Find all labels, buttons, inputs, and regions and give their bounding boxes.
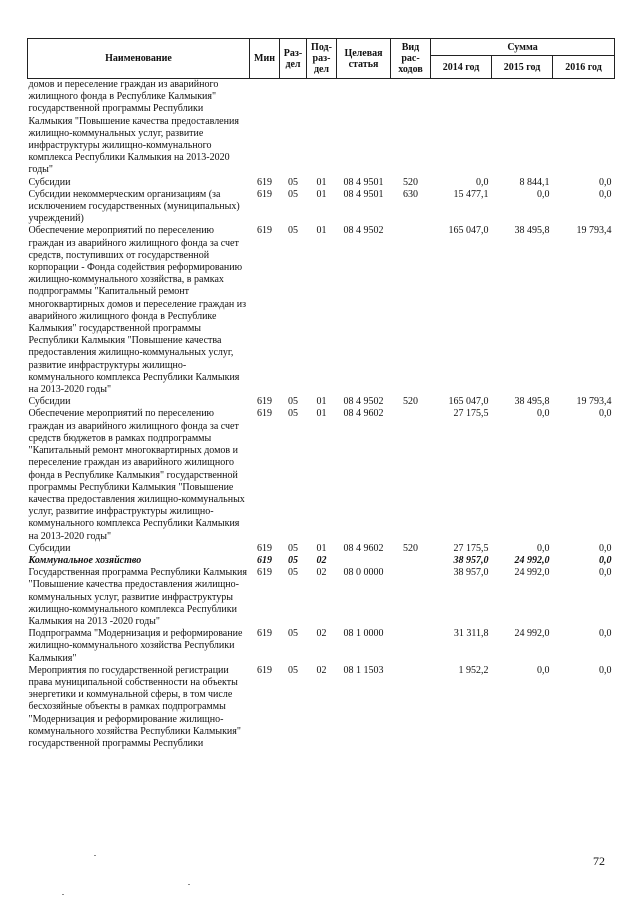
row-sum-2014: 165 047,0 <box>448 396 489 408</box>
row-section: 05 <box>288 225 298 237</box>
row-target-article: 08 4 9501 <box>343 188 384 200</box>
row-sum-2016: 0,0 <box>599 664 612 676</box>
row-name: Субсидии некоммерческим организациям (за исключением государственных (муниципальных) учреждений) <box>28 188 240 225</box>
scan-speck <box>94 855 96 856</box>
row-ministry: 619 <box>257 396 272 408</box>
row-ministry: 619 <box>257 188 272 200</box>
row-subsection: 01 <box>316 408 327 420</box>
row-sum-2014: 15 477,1 <box>453 188 489 200</box>
row-name: Обеспечение мероприятий по переселению граждан из аварийного жилищного фонда за счет средств, поступивших от государственной корпорации - Фонда содействия реформированию жилищно-коммунального хозяйства, в рамках подпрограммы "Капитальный ремонт многоквартирных домов и переселение граждан из аварийного жилищного фонда в Республике Калмыкия" государственной программы Республики Калмыкия "Повышение качества предоставления жилищно-коммунальных услуг, развитие инфраструктуры жилищно-коммунального комплекса Республики Калмыкия на 2013-2020 годы" <box>28 225 247 396</box>
row-sum-2016: 0,0 <box>599 188 612 200</box>
table-header <box>28 39 615 79</box>
header-podrazdel: Под- раз- дел <box>307 39 337 79</box>
row-sum-2015: 24 992,0 <box>514 567 550 579</box>
row-target-article: 08 1 0000 <box>343 628 384 640</box>
row-sum-2016 <box>553 79 615 177</box>
row-sum-2015: 0,0 <box>537 664 550 676</box>
row-expense-type: 630 <box>403 188 418 200</box>
row-sum-2016: 19 793,4 <box>576 225 612 237</box>
row-expense-type <box>391 665 431 750</box>
row-name: Государственная программа Республики Калмыкия "Повышение качества предоставления жилищно-коммунальных услуг, развитие инфраструктуры жилищно-коммунального комплекса Республики Калмыкия на 2013 -2020 годы" <box>28 567 248 627</box>
row-ministry: 619 <box>257 176 272 188</box>
row-expense-type <box>391 225 431 396</box>
row-sum-2015: 0,0 <box>537 408 550 420</box>
row-section: 05 <box>288 396 298 408</box>
row-subsection: 01 <box>316 176 327 188</box>
row-expense-type: 520 <box>403 396 418 408</box>
row-expense-type <box>391 79 431 177</box>
table-body <box>28 79 615 751</box>
row-section: 05 <box>288 628 298 640</box>
row-name: Мероприятия по государственной регистрации права муниципальной собственности на объекты энергетики и коммунальной сферы, в том числе бесхозяйные объекты в рамках подпрограммы "Модернизация и реформирование жилищно-коммунального хозяйства Республики Калмыкия" государственной программы Республики <box>28 664 241 749</box>
row-subsection: 02 <box>316 628 327 640</box>
header-expense-type: Вид рас- ходов <box>391 39 431 79</box>
row-subsection: 01 <box>316 188 327 200</box>
header-year-2014: 2014 год <box>431 56 492 79</box>
header-name: Наименование <box>28 39 250 79</box>
row-section <box>280 79 307 177</box>
row-ministry <box>250 79 280 177</box>
row-ministry: 619 <box>257 554 272 566</box>
row-subsection: 01 <box>316 542 327 554</box>
row-ministry: 619 <box>257 408 272 420</box>
row-target-article: 08 4 9502 <box>343 225 384 237</box>
row-sum-2016: 0,0 <box>599 176 612 188</box>
row-sum-2014: 27 175,5 <box>453 408 489 420</box>
row-expense-type: 520 <box>403 176 418 188</box>
table-row <box>28 396 615 408</box>
row-expense-type <box>391 555 431 567</box>
row-subsection <box>307 79 337 177</box>
row-name: Субсидии <box>28 176 71 188</box>
row-section: 05 <box>288 554 298 566</box>
header-razdel: Раз- дел <box>280 39 307 79</box>
row-target-article: 08 4 9602 <box>343 542 384 554</box>
row-sum-2016: 0,0 <box>599 554 612 566</box>
row-target-article: 08 1 1503 <box>343 664 384 676</box>
row-ministry: 619 <box>257 664 272 676</box>
scan-speck <box>188 884 190 885</box>
row-sum-2016: 0,0 <box>599 408 612 420</box>
row-section: 05 <box>288 567 298 579</box>
row-name: Субсидии <box>28 396 71 408</box>
row-target-article: 08 4 9502 <box>343 396 384 408</box>
header-sum: Сумма <box>431 39 615 56</box>
row-sum-2016: 0,0 <box>599 628 612 640</box>
row-name: Обеспечение мероприятий по переселению граждан из аварийного жилищного фонда за счет средств бюджетов в рамках подпрограммы "Капитальный ремонт многоквартирных домов и переселение граждан из аварийного жилищного фонда в Республике Калмыкия" государственной программы Республики Калмыкия "Повышение качества предоставления жилищно-коммунальных услуг, развитие инфраструктуры жилищно-коммунального комплекса Республики Калмыкия на 2013-2020 годы" <box>28 408 245 542</box>
row-sum-2015: 38 495,8 <box>514 225 550 237</box>
header-year-2015: 2015 год <box>492 56 553 79</box>
row-section: 05 <box>288 176 298 188</box>
row-sum-2015: 8 844,1 <box>519 176 550 188</box>
row-subsection: 01 <box>316 396 327 408</box>
table-row <box>28 628 615 665</box>
row-sum-2014: 1 952,2 <box>458 664 489 676</box>
row-sum-2014: 31 311,8 <box>453 628 489 640</box>
row-name: Подпрограмма "Модернизация и реформирование жилищно-коммунального хозяйства Республики Калмыкия" <box>28 628 243 664</box>
row-ministry: 619 <box>257 542 272 554</box>
budget-table <box>27 38 615 750</box>
page-number: 72 <box>593 854 605 868</box>
table-row <box>28 567 615 628</box>
row-subsection: 01 <box>316 225 327 237</box>
row-sum-2015: 0,0 <box>537 542 550 554</box>
row-sum-2014: 0,0 <box>476 176 489 188</box>
header-target-article: Целевая статья <box>337 39 391 79</box>
table-row <box>28 189 615 226</box>
row-sum-2014 <box>431 79 492 177</box>
row-expense-type: 520 <box>403 542 418 554</box>
row-section: 05 <box>288 664 298 676</box>
row-subsection: 02 <box>316 664 327 676</box>
row-sum-2014: 38 957,0 <box>453 567 489 579</box>
row-target-article <box>337 555 391 567</box>
row-sum-2014: 165 047,0 <box>448 225 489 237</box>
header-min: Мин <box>250 39 280 79</box>
row-ministry: 619 <box>257 628 272 640</box>
table-row <box>28 555 615 567</box>
table-row <box>28 177 615 189</box>
row-ministry: 619 <box>257 225 272 237</box>
header-year-2016: 2016 год <box>553 56 615 79</box>
row-expense-type <box>391 567 431 628</box>
table-row <box>28 665 615 750</box>
row-sum-2015: 24 992,0 <box>514 628 550 640</box>
row-subsection: 02 <box>316 554 327 566</box>
row-subsection: 02 <box>316 567 327 579</box>
row-sum-2015 <box>492 79 553 177</box>
row-sum-2016: 0,0 <box>599 542 612 554</box>
row-name: Коммунальное хозяйство <box>28 554 142 566</box>
row-ministry: 619 <box>257 567 272 579</box>
table-row <box>28 225 615 396</box>
row-name: Субсидии <box>28 542 71 554</box>
row-section: 05 <box>288 188 298 200</box>
row-sum-2014: 27 175,5 <box>453 542 489 554</box>
scan-speck <box>62 894 64 895</box>
row-sum-2015: 24 992,0 <box>514 554 550 566</box>
row-sum-2015: 0,0 <box>537 188 550 200</box>
row-sum-2016: 0,0 <box>599 567 612 579</box>
row-name: домов и переселение граждан из аварийного жилищного фонда в Республике Калмыкия" государственной программы Республики Калмыкия "Повышение качества предоставления жилищно-коммунальных услуг, развитие инфраструктуры жилищно-коммунального комплекса Республики Калмыкия на 2013-2020 годы" <box>28 79 239 176</box>
row-section: 05 <box>288 408 298 420</box>
row-target-article <box>337 79 391 177</box>
row-target-article: 08 4 9501 <box>343 176 384 188</box>
row-expense-type <box>391 628 431 665</box>
row-target-article: 08 4 9602 <box>343 408 384 420</box>
row-expense-type <box>391 408 431 542</box>
row-sum-2014: 38 957,0 <box>453 554 489 566</box>
row-section: 05 <box>288 542 298 554</box>
row-sum-2016: 19 793,4 <box>576 396 612 408</box>
row-sum-2015: 38 495,8 <box>514 396 550 408</box>
row-target-article: 08 0 0000 <box>343 567 384 579</box>
table-row <box>28 408 615 542</box>
table-row <box>28 79 615 177</box>
table-row <box>28 543 615 555</box>
